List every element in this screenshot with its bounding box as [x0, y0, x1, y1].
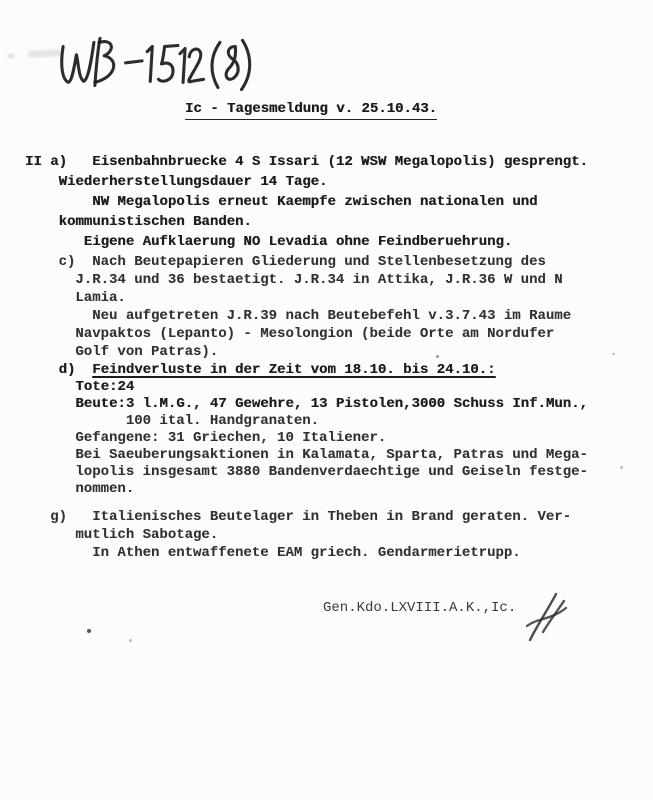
text-line: Neu aufgetreten J.R.39 nach Beutebefehl v.3.7.43 im Raume: [25, 308, 572, 324]
text-line: Tote:24: [25, 379, 135, 395]
section-iia: [25, 152, 588, 252]
scan-speck: [129, 639, 132, 642]
text-line: Lamia.: [25, 290, 126, 306]
section-c: [25, 253, 571, 361]
text-line: mutlich Sabotage.: [25, 527, 219, 543]
text-line: Bei Saeuberungsaktionen in Kalamata, Sparta, Patras und Mega-: [25, 447, 588, 463]
handwritten-note: [58, 33, 263, 101]
section-d: [25, 362, 588, 498]
text-line: NW Megalopolis erneut Kaempfe zwischen nationalen und: [25, 194, 538, 210]
pencil-smudge: [8, 54, 14, 58]
scan-speck: [612, 353, 615, 355]
text-line: Navpaktos (Lepanto) - Mesolongion (beide Orte am Nordufer: [25, 326, 555, 342]
signature-paraph-icon: [524, 591, 570, 645]
text-line: kommunistischen Banden.: [25, 214, 252, 230]
text-line: Eigene Aufklaerung NO Levadia ohne Feindberuehrung.: [25, 234, 513, 250]
text-line: In Athen entwaffenete EAM griech. Gendarmerietrupp.: [25, 545, 521, 561]
text-line: Gefangene: 31 Griechen, 10 Italiener.: [25, 430, 387, 446]
text-line: Beute:3 l.M.G., 47 Gewehre, 13 Pistolen,3000 Schuss Inf.Mun.,: [25, 396, 588, 412]
scan-speck: [620, 466, 623, 469]
signature-line: Gen.Kdo.LXVIII.A.K.,Ic.: [323, 600, 517, 616]
text-line: Golf von Patras).: [25, 344, 219, 360]
report-title: Ic - Tagesmeldung v. 25.10.43.: [185, 101, 437, 120]
text-line: Wiederherstellungsdauer 14 Tage.: [25, 174, 328, 190]
text-line: 100 ital. Handgranaten.: [25, 413, 320, 429]
text-line: II a) Eisenbahnbruecke 4 S Issari (12 WSW Megalopolis) gesprengt.: [25, 154, 588, 170]
text-line: g) Italienisches Beutelager in Theben in Brand geraten. Ver-: [25, 509, 572, 525]
text-line: d) Feindverluste in der Zeit vom 18.10. bis 24.10.:: [25, 362, 496, 378]
text-line: c) Nach Beutepapieren Gliederung und Stellenbesetzung des: [25, 254, 546, 270]
scan-speck: [87, 629, 91, 633]
section-g: [25, 508, 571, 562]
pencil-smudge: [28, 49, 62, 58]
text-line: J.R.34 und 36 bestaetigt. J.R.34 in Attika, J.R.36 W und N: [25, 272, 563, 288]
scan-speck: [436, 355, 439, 358]
text-line: lopolis insgesamt 3880 Bandenverdaechtige und Geiseln festge-: [25, 464, 588, 480]
text-line: nommen.: [25, 481, 135, 497]
